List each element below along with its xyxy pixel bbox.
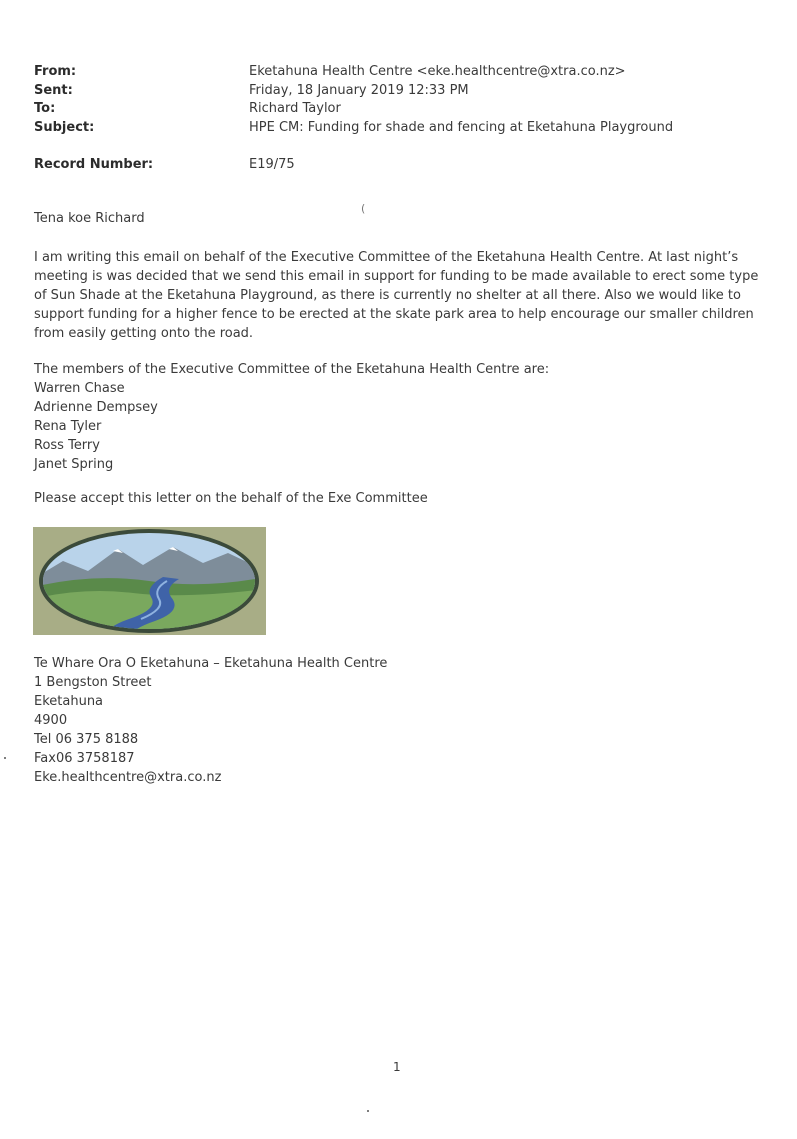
- from-label: From:: [34, 64, 77, 79]
- member-item: Janet Spring: [34, 457, 114, 472]
- from-value: Eketahuna Health Centre <eke.healthcentre@xtra.co.nz>: [249, 64, 626, 79]
- member-item: Adrienne Dempsey: [34, 400, 158, 415]
- members-list: [34, 379, 549, 474]
- member-item: Rena Tyler: [34, 419, 102, 434]
- member-item: Warren Chase: [34, 381, 125, 396]
- signature-email[interactable]: Eke.healthcentre@xtra.co.nz: [34, 770, 222, 785]
- signature-fax: Fax06 3758187: [34, 751, 135, 766]
- page-number: 1: [393, 1060, 401, 1074]
- signature-org: Te Whare Ora O Eketahuna – Eketahuna Health Centre: [34, 656, 388, 671]
- sent-row: [34, 83, 734, 101]
- from-row: [34, 64, 734, 82]
- stray-mark: (: [361, 202, 366, 215]
- closing-line: Please accept this letter on the behalf of the Exe Committee: [34, 491, 428, 506]
- subject-label: Subject:: [34, 120, 95, 135]
- sent-label: Sent:: [34, 83, 73, 98]
- health-centre-logo: [33, 527, 266, 635]
- body-paragraph: I am writing this email on behalf of the Executive Committee of the Eketahuna Health Centre. At last night’s meeting is was decided that we send this email in support for funding to be made available to erect some type of Sun Shade at the Eketahuna Playground, as there is currently no shelter at all there. Also we would like to support funding for a higher fence to be erected at the skate park area to help encourage our smaller children from easily getting onto the road.: [34, 250, 759, 341]
- to-label: To:: [34, 101, 56, 116]
- to-row: [34, 101, 734, 119]
- subject-value: HPE CM: Funding for shade and fencing at Eketahuna Playground: [249, 120, 674, 135]
- sent-value: Friday, 18 January 2019 12:33 PM: [249, 83, 469, 98]
- signature-town: Eketahuna: [34, 694, 104, 709]
- signature-street: 1 Bengston Street: [34, 675, 152, 690]
- record-row: [34, 157, 734, 175]
- signature-block: [34, 654, 387, 787]
- to-value: Richard Taylor: [249, 101, 341, 116]
- members-block: [34, 360, 549, 474]
- scan-speck: [367, 1110, 369, 1112]
- record-value: E19/75: [249, 157, 295, 172]
- greeting: Tena koe Richard: [34, 211, 145, 226]
- member-item: Ross Terry: [34, 438, 100, 453]
- scan-speck: [4, 757, 6, 759]
- record-label: Record Number:: [34, 157, 154, 172]
- members-intro: The members of the Executive Committee of the Eketahuna Health Centre are:: [34, 362, 550, 377]
- signature-tel: Tel 06 375 8188: [34, 732, 139, 747]
- subject-row: [34, 120, 734, 138]
- signature-postcode: 4900: [34, 713, 68, 728]
